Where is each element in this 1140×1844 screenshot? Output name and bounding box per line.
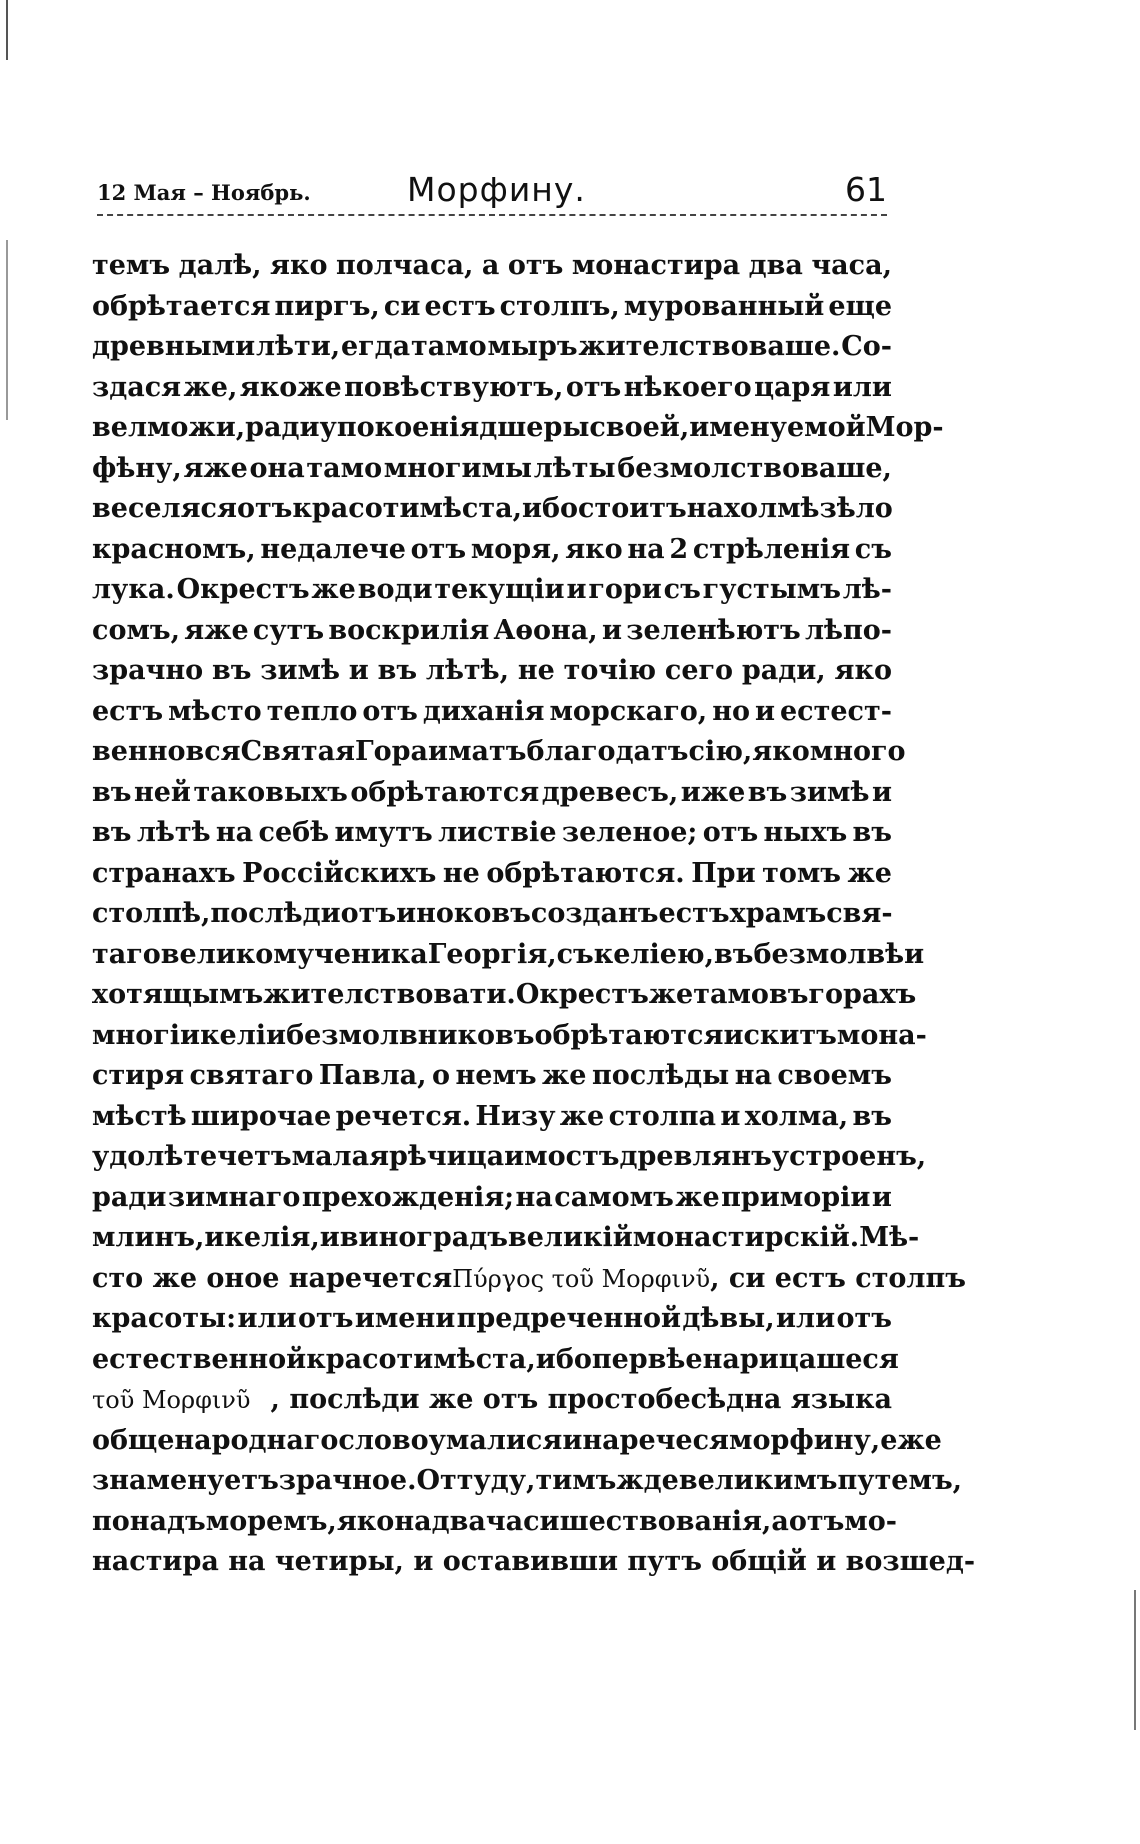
word: слово xyxy=(338,1424,429,1456)
word: предреченной xyxy=(456,1303,682,1334)
word: обрѣтается xyxy=(92,290,271,322)
word: столпъ, xyxy=(499,290,620,322)
word: води xyxy=(357,574,433,605)
word: съ xyxy=(663,574,701,605)
word: красоты: xyxy=(92,1303,237,1334)
text-line xyxy=(92,935,925,976)
word: таго xyxy=(92,938,161,970)
word: си xyxy=(383,290,421,322)
word: нѣкоего xyxy=(623,371,752,403)
word: и xyxy=(562,1424,583,1456)
word: тамо xyxy=(306,452,383,484)
word: красномъ, xyxy=(92,533,256,565)
word: прехожденiя; xyxy=(301,1181,515,1213)
word: отъ xyxy=(340,898,397,929)
word: лѣты xyxy=(533,452,616,484)
word: широчае xyxy=(190,1100,332,1132)
word: лѣтѣ, xyxy=(425,655,510,686)
word: же, xyxy=(183,371,238,403)
word: лука. xyxy=(92,574,175,605)
word: путемъ, xyxy=(837,1465,963,1496)
word: жителствоваше. xyxy=(578,331,841,362)
word: мыръ xyxy=(487,331,578,362)
scan-edge-mark xyxy=(6,0,8,60)
text-line xyxy=(92,1056,892,1097)
word: еще xyxy=(828,290,892,322)
word: обрѣтаются xyxy=(534,1019,724,1051)
word: не xyxy=(442,857,480,889)
word: умалися xyxy=(428,1424,563,1456)
word: естъ xyxy=(658,898,730,929)
word: иноковъ xyxy=(396,898,531,929)
text-line xyxy=(92,1380,892,1421)
word: два xyxy=(748,250,803,281)
word: иже xyxy=(680,776,746,808)
word: мѣста, xyxy=(419,493,522,524)
word: лѣ- xyxy=(842,574,892,605)
word: два xyxy=(431,1505,486,1537)
word: тамо xyxy=(410,331,487,362)
word: жителствовати. xyxy=(263,979,516,1010)
word: въ xyxy=(852,1100,892,1132)
word: нарицашеся xyxy=(702,1343,899,1375)
text-fragment: сто же оное наречется xyxy=(92,1262,453,1294)
text-line xyxy=(92,1137,927,1178)
word: мона- xyxy=(836,1019,927,1051)
word: егда xyxy=(340,331,411,362)
word: же xyxy=(311,574,356,605)
word: недалече xyxy=(260,533,406,565)
word: Окрестъ xyxy=(176,574,310,605)
header-rule xyxy=(97,214,887,216)
word: Низу xyxy=(475,1100,556,1132)
word: речется. xyxy=(335,1100,472,1132)
word: Гора xyxy=(355,736,429,767)
word: венно xyxy=(92,736,186,767)
text-line xyxy=(92,408,944,449)
word: и xyxy=(871,1181,892,1213)
word: и xyxy=(720,1100,741,1132)
word: много xyxy=(809,736,906,767)
word: мурованный xyxy=(623,290,825,322)
word: лѣти, xyxy=(255,331,341,362)
word: отъ xyxy=(236,493,293,524)
word: 2 xyxy=(669,533,689,565)
word: созданъ xyxy=(530,898,659,929)
word: Мѣ- xyxy=(859,1222,920,1253)
text-line xyxy=(92,570,892,611)
word: и xyxy=(871,776,892,808)
word: келiи xyxy=(200,1019,287,1051)
word: себѣ xyxy=(258,817,330,848)
text-line xyxy=(92,1097,892,1138)
word: немъ xyxy=(455,1060,537,1091)
text-line xyxy=(92,1461,963,1502)
word: Россiйскихъ xyxy=(242,857,437,889)
word: а xyxy=(771,1505,789,1537)
word: дшеры xyxy=(479,412,590,443)
word: листвiе xyxy=(438,817,557,848)
scan-edge-mark xyxy=(6,240,8,420)
text-line xyxy=(92,246,892,287)
word: царя xyxy=(754,371,831,403)
word: стиря xyxy=(92,1060,185,1091)
word: зеленое; xyxy=(561,817,698,848)
word: яко xyxy=(270,250,328,281)
word: своей, xyxy=(589,412,690,443)
word: диханiя xyxy=(422,695,545,727)
text-line: настира на четиры, и оставивши путъ общiй и возшед- xyxy=(92,1546,976,1577)
word: обрѣтаются xyxy=(350,776,540,808)
word: яко xyxy=(336,1505,395,1537)
word: таковыхъ xyxy=(193,776,348,808)
word: яже xyxy=(184,614,249,646)
word: яко xyxy=(752,736,810,767)
word: сего xyxy=(664,655,734,686)
word: естест- xyxy=(780,695,892,727)
word: ради xyxy=(92,1181,167,1213)
running-head xyxy=(97,170,887,220)
word: въ xyxy=(714,938,754,970)
word: При xyxy=(691,857,756,889)
word: Оттуду, xyxy=(416,1465,536,1496)
word: мѣстѣ xyxy=(92,1100,187,1132)
word: же xyxy=(847,857,892,889)
word: въ xyxy=(92,776,132,808)
word: моремъ, xyxy=(205,1505,337,1537)
word: и xyxy=(566,574,587,605)
word: въ xyxy=(377,655,418,686)
word: красоти xyxy=(306,1343,434,1375)
word: фѣну, xyxy=(92,452,182,484)
word: отъ xyxy=(410,533,467,565)
word: келiя, xyxy=(224,1222,320,1253)
word: хотящымъ xyxy=(92,979,264,1010)
word: Мор- xyxy=(865,412,944,443)
word: въ xyxy=(768,979,809,1010)
word: общенароднаго xyxy=(92,1424,339,1456)
word: яже xyxy=(183,452,248,484)
word: послѣды xyxy=(591,1060,730,1091)
word: наречеся xyxy=(582,1424,730,1456)
word: на xyxy=(215,817,254,848)
word: якоже xyxy=(239,371,342,403)
word: многiи xyxy=(92,1019,201,1051)
text-line xyxy=(92,773,892,814)
word: безмолствоваше, xyxy=(617,452,892,484)
text-line xyxy=(92,1502,897,1543)
scan-edge-mark xyxy=(1134,1590,1136,1730)
word: густымъ xyxy=(702,574,841,605)
word: же xyxy=(648,979,694,1010)
word: сутъ xyxy=(252,614,325,646)
word: отъ xyxy=(507,250,564,281)
word: яко xyxy=(834,655,892,686)
word: далѣ, xyxy=(178,250,262,281)
word: морскаго, xyxy=(549,695,708,727)
text-line xyxy=(92,1016,927,1057)
word: приморiи xyxy=(721,1181,871,1213)
word: тимъжде xyxy=(535,1465,679,1496)
word: съ xyxy=(556,938,594,970)
word: и xyxy=(504,1141,525,1172)
word: Аѳона, xyxy=(493,614,598,646)
word: ныхъ xyxy=(763,817,848,848)
body-text xyxy=(92,246,976,1583)
word: течетъ xyxy=(183,1141,292,1172)
text-line xyxy=(92,489,892,530)
word: отъ xyxy=(297,1303,354,1334)
text-fragment: , си естъ столпъ xyxy=(710,1262,966,1294)
word: часи xyxy=(485,1505,560,1537)
word: о xyxy=(432,1060,451,1091)
word: благодатъ xyxy=(526,736,689,767)
word: зимѣ xyxy=(260,655,340,686)
word: своемъ xyxy=(777,1060,892,1091)
word: храмъ xyxy=(729,898,827,929)
word: стоитъ xyxy=(578,493,687,524)
word: полчаса, xyxy=(335,250,474,281)
word: а xyxy=(481,250,500,281)
word: Со- xyxy=(841,331,892,362)
word: монастира xyxy=(571,250,741,281)
word: естъ xyxy=(92,695,164,727)
text-line xyxy=(92,732,906,773)
word: и xyxy=(754,695,775,727)
word: свя- xyxy=(826,898,893,929)
word: яко xyxy=(565,533,623,565)
word: понадъ xyxy=(92,1505,206,1537)
word: самомъ xyxy=(554,1181,674,1213)
page-number: 61 xyxy=(845,170,887,209)
word: и xyxy=(348,655,369,686)
word: Святая xyxy=(240,736,356,767)
word: тамо xyxy=(693,979,769,1010)
word: томъ xyxy=(762,857,842,889)
word: имени xyxy=(354,1303,456,1334)
word: ибо xyxy=(521,493,579,524)
word: красоти xyxy=(292,493,420,524)
text-line xyxy=(92,1178,892,1219)
word: еже xyxy=(880,1424,942,1456)
word: млинъ, xyxy=(92,1222,205,1253)
word: но xyxy=(712,695,750,727)
text-line xyxy=(92,530,892,571)
word: отъ xyxy=(565,371,622,403)
word: тепло xyxy=(266,695,358,727)
word: съ xyxy=(854,533,892,565)
word: текущiи xyxy=(434,574,565,605)
word: скитъ xyxy=(743,1019,837,1051)
word: великимъ xyxy=(678,1465,838,1496)
word: холма, xyxy=(744,1100,849,1132)
word: естъ xyxy=(424,290,496,322)
word: ради, xyxy=(741,655,826,686)
word: удолѣ xyxy=(92,1141,184,1172)
word: или xyxy=(832,371,892,403)
word: велможи, xyxy=(92,412,246,443)
word: вся xyxy=(185,736,241,767)
text-line xyxy=(92,651,892,692)
word: здася xyxy=(92,371,182,403)
word: въ xyxy=(92,817,132,848)
word: святаго xyxy=(189,1060,314,1091)
word: гори xyxy=(588,574,662,605)
word: зеленѣютъ xyxy=(626,614,801,646)
word: Павла, xyxy=(318,1060,427,1091)
word: мѣсто xyxy=(168,695,262,727)
word: знаменуетъ xyxy=(92,1465,279,1496)
word: столпа xyxy=(608,1100,717,1132)
word: и xyxy=(319,1222,340,1253)
word: ней xyxy=(133,776,191,808)
word: повѣствуютъ, xyxy=(344,371,564,403)
word: Георгiя, xyxy=(427,938,557,970)
word: пиргъ, xyxy=(274,290,380,322)
word: древлянъ xyxy=(619,1141,772,1172)
word: на xyxy=(515,1181,553,1213)
word: зимнаго xyxy=(167,1181,301,1213)
word: монастирскiй. xyxy=(632,1222,860,1253)
text-line xyxy=(92,975,917,1016)
word: темъ xyxy=(92,250,171,281)
greek-phrase: Πύργος τοῦ Μορφινῦ xyxy=(452,1264,711,1293)
word: на xyxy=(686,493,724,524)
word: малая xyxy=(291,1141,390,1172)
word: келiею, xyxy=(593,938,714,970)
word: Окрестъ xyxy=(515,979,649,1010)
text-line xyxy=(92,1421,942,1462)
word: на xyxy=(394,1505,432,1537)
text-line xyxy=(92,449,892,490)
word: же xyxy=(542,1060,587,1091)
running-head-title: Морфину. xyxy=(407,170,586,209)
word: въ xyxy=(211,655,252,686)
word: она xyxy=(249,452,305,484)
word: именуемой xyxy=(689,412,866,443)
word: сомъ, xyxy=(92,614,181,646)
word: отъ xyxy=(702,817,759,848)
word: виноградъ xyxy=(339,1222,508,1253)
word: великiй xyxy=(507,1222,633,1253)
word: же xyxy=(559,1100,605,1132)
word: на xyxy=(627,533,665,565)
word: первѣе xyxy=(591,1343,703,1375)
text-line xyxy=(92,1340,899,1381)
word: рѣчица xyxy=(389,1141,505,1172)
running-head-date: 12 Мая – Ноябрь. xyxy=(97,180,311,205)
word: дѣвы, xyxy=(682,1303,775,1334)
word: лѣтѣ xyxy=(136,817,211,848)
word: часа, xyxy=(811,250,892,281)
word: и xyxy=(204,1222,225,1253)
word: отъ xyxy=(836,1303,892,1334)
word: мѣста, xyxy=(433,1343,536,1375)
word: въ xyxy=(852,817,892,848)
text-line xyxy=(92,854,892,895)
word: или xyxy=(776,1303,836,1334)
text-line xyxy=(92,1299,892,1340)
text-fragment: , послѣди же отъ простобесѣдна языка xyxy=(270,1384,892,1415)
word: столпѣ, xyxy=(92,898,211,929)
word: послѣди xyxy=(210,898,341,929)
word: отъ xyxy=(788,1505,845,1537)
word: безмолвниковъ xyxy=(286,1019,535,1051)
word: зѣло xyxy=(819,493,893,524)
word: воскрилiя xyxy=(328,614,490,646)
word: естественной xyxy=(92,1343,307,1375)
word: мостъ xyxy=(524,1141,620,1172)
word: и xyxy=(723,1019,744,1051)
word: не xyxy=(517,655,555,686)
word: ибо xyxy=(535,1343,592,1375)
word: морфину, xyxy=(729,1424,881,1456)
word: горахъ xyxy=(808,979,917,1010)
text-line xyxy=(92,327,892,368)
word: моря, xyxy=(470,533,561,565)
word: зрачное. xyxy=(278,1465,417,1496)
word: же xyxy=(675,1181,720,1213)
word: ради xyxy=(245,412,320,443)
word: древесъ, xyxy=(541,776,679,808)
word: мо- xyxy=(844,1505,897,1537)
greek-phrase: τοῦ Μορφινῦ xyxy=(92,1386,251,1414)
word: великомученика xyxy=(160,938,428,970)
word: въ xyxy=(747,776,788,808)
word: или xyxy=(237,1303,297,1334)
word: лѣпо- xyxy=(805,614,892,646)
word: зимѣ xyxy=(789,776,870,808)
word: холмѣ xyxy=(723,493,820,524)
text-line xyxy=(92,813,892,854)
word: стрѣленiя xyxy=(692,533,851,565)
word: обрѣтаются. xyxy=(486,857,685,889)
word: древными xyxy=(92,331,256,362)
word: устроенъ, xyxy=(771,1141,927,1172)
word: на xyxy=(734,1060,772,1091)
text-line xyxy=(92,611,892,652)
text-line xyxy=(92,692,892,733)
word: иматъ xyxy=(428,736,527,767)
word: точiю xyxy=(563,655,657,686)
word: зрачно xyxy=(92,655,204,686)
word: упокоенiя xyxy=(319,412,480,443)
word: веселяся xyxy=(92,493,237,524)
text-line xyxy=(92,1218,920,1259)
word: безмолвѣи xyxy=(753,938,925,970)
word: имутъ xyxy=(334,817,433,848)
word: отъ xyxy=(362,695,418,727)
word: сiю, xyxy=(688,736,753,767)
text-line xyxy=(92,1259,966,1300)
text-line xyxy=(92,894,892,935)
word: многимы xyxy=(383,452,533,484)
text-line xyxy=(92,368,892,409)
word: шествованiя, xyxy=(559,1505,772,1537)
word: и xyxy=(601,614,622,646)
text-line xyxy=(92,287,892,328)
word: странахъ xyxy=(92,857,236,889)
